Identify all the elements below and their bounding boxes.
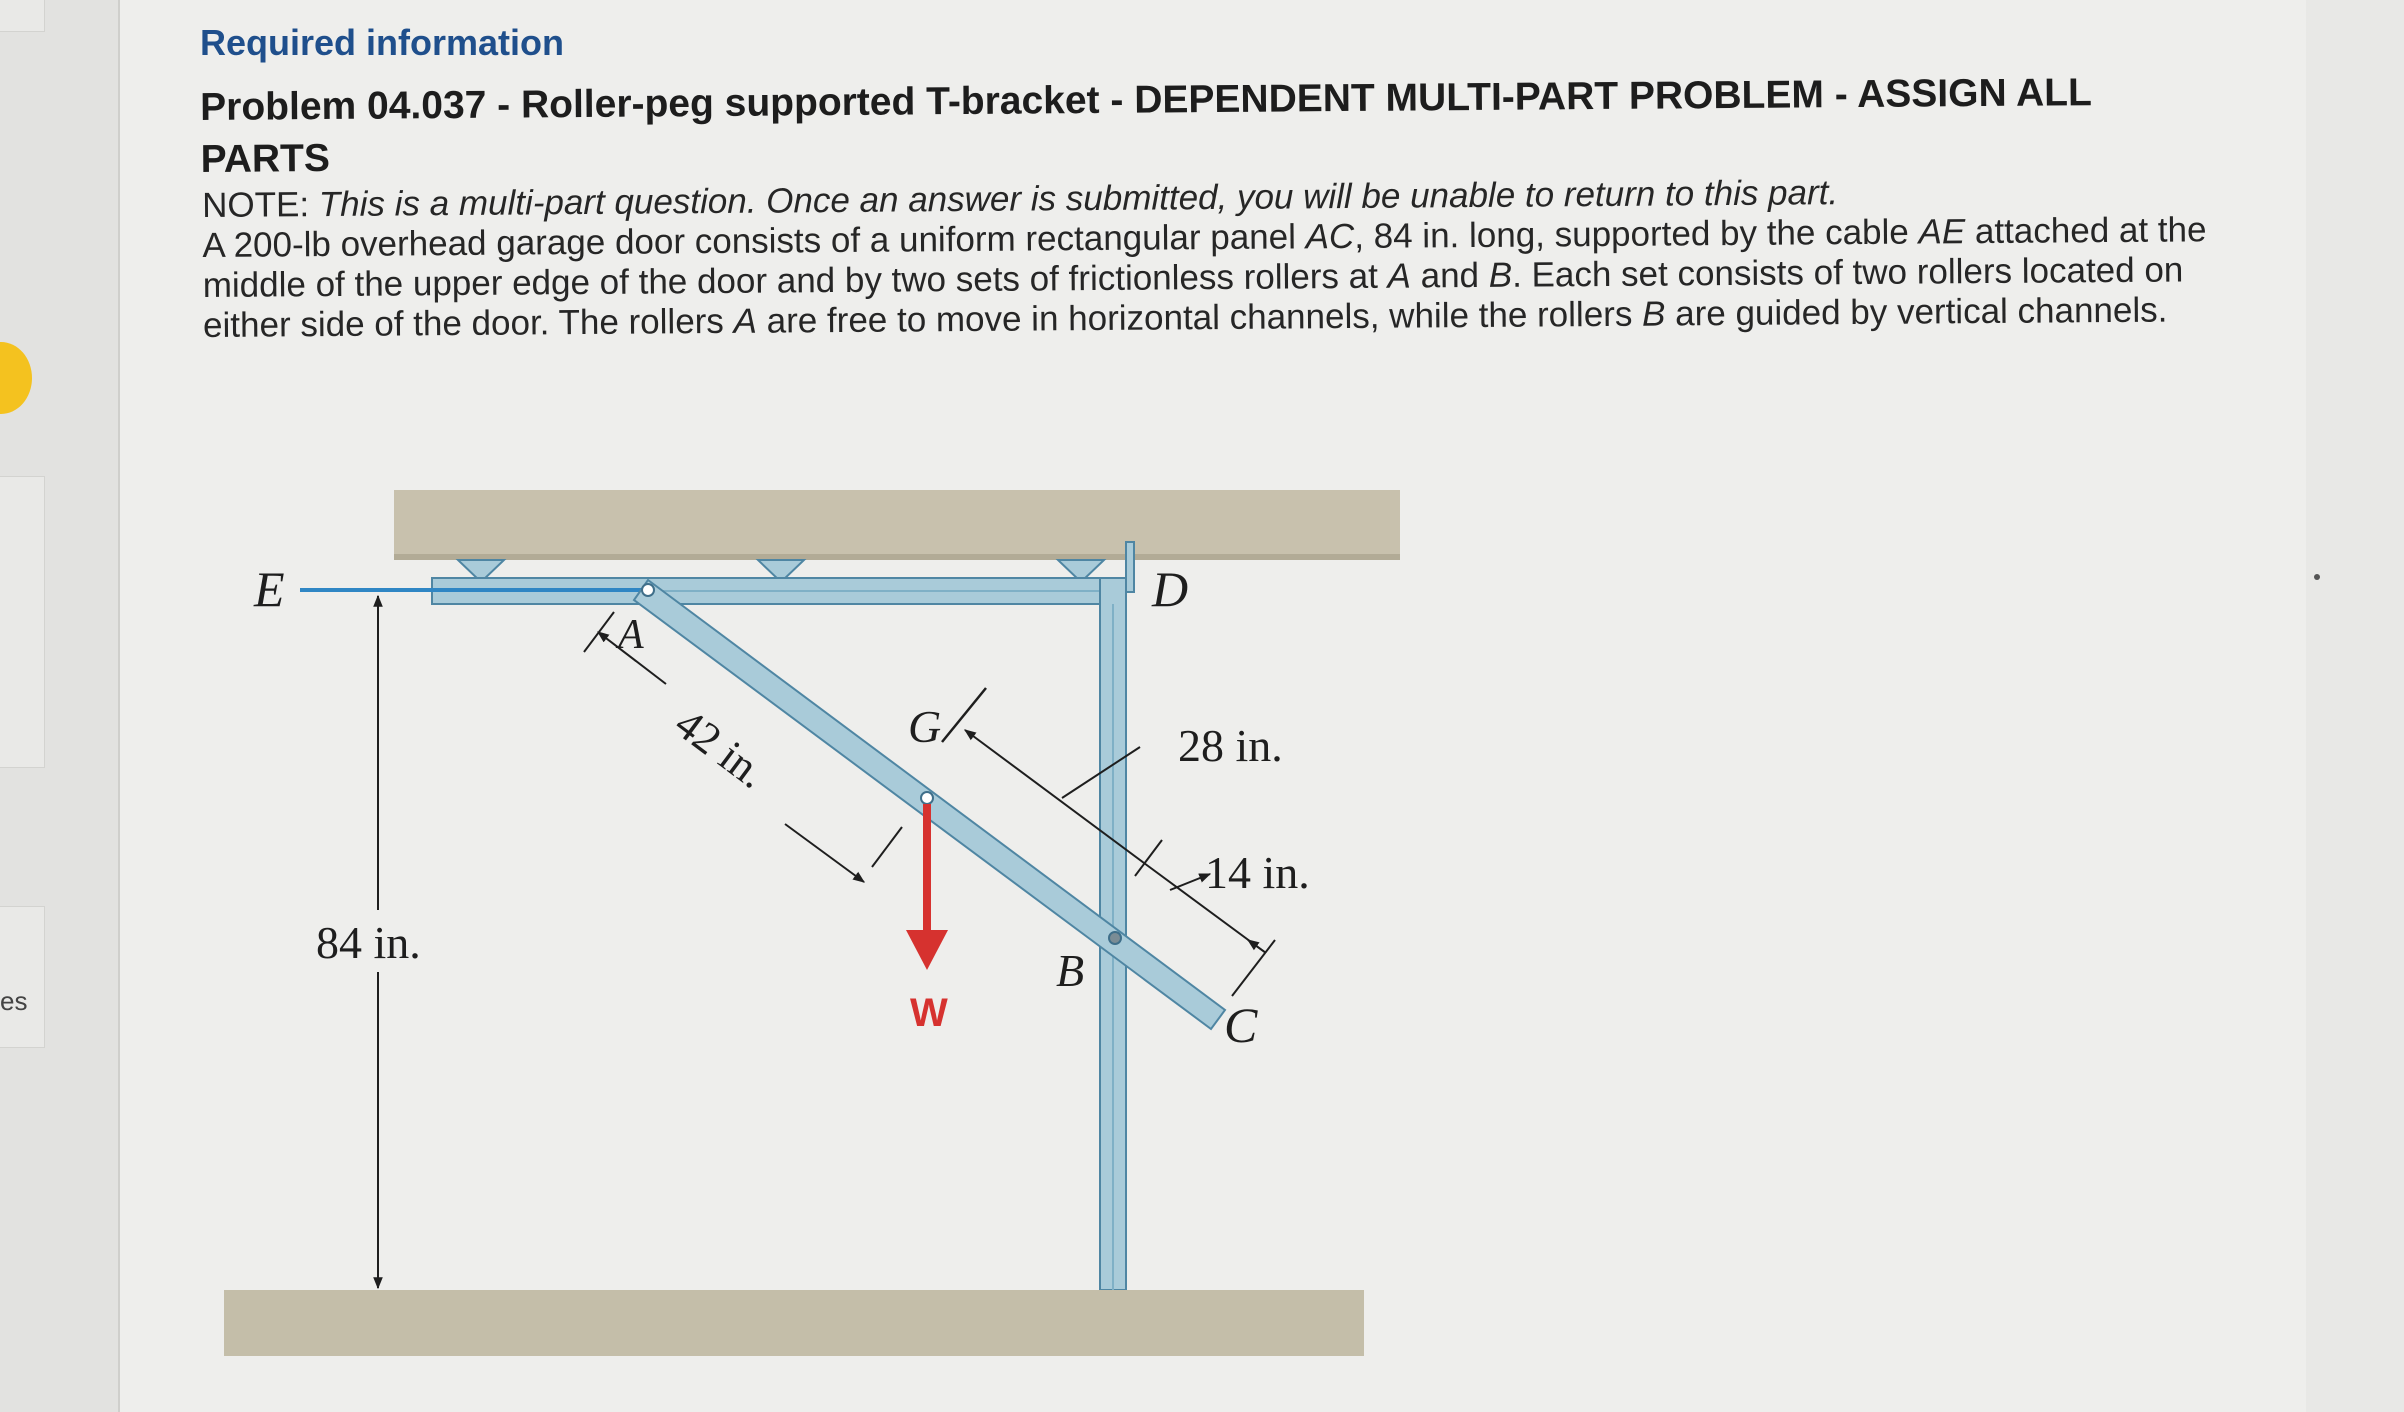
- variable-b: B: [1641, 294, 1666, 334]
- dimension-28-label: 28 in.: [1178, 720, 1283, 771]
- weight-label: W: [910, 991, 948, 1035]
- figure-svg: [200, 430, 1400, 1370]
- text-run: are free to move in horizontal channels, while the rollers: [756, 294, 1643, 341]
- vertical-channel: [1100, 542, 1134, 1290]
- variable-b: B: [1488, 255, 1513, 295]
- label-d: D: [1152, 561, 1189, 617]
- problem-description: [202, 210, 2223, 346]
- problem-title: Problem 04.037 - Roller-peg supported T-bracket - DEPENDENT MULTI-PART PROBLEM - ASSIGN ALL PARTS: [200, 71, 2092, 181]
- text-run: , 84 in. long, supported by the cable: [1354, 212, 1919, 256]
- right-margin: [2306, 0, 2404, 1412]
- sidebar-box: [0, 0, 45, 32]
- floor: [224, 1290, 1364, 1356]
- roller-b: [1109, 932, 1121, 944]
- dimension-42-label: 42 in.: [666, 698, 776, 798]
- text-run: . Each set consists of two rollers located on either side of the door. The rollers: [202, 250, 2184, 345]
- text-run: and: [1410, 255, 1489, 296]
- garage-door-figure: [200, 430, 1400, 1370]
- text-run: are guided by vertical channels.: [1665, 290, 2168, 334]
- variable-ae: AE: [1918, 212, 1966, 252]
- text-run: A 200-lb overhead garage door consists of a uniform rectangular panel: [202, 217, 1306, 265]
- note-text: This is a multi-part question. Once an answer is submitted, you will be unable to return to this part.: [318, 173, 1839, 225]
- note-prefix: NOTE:: [202, 185, 310, 225]
- scroll-marker: [2314, 574, 2320, 580]
- label-b: B: [1056, 945, 1085, 996]
- problem-statement: [202, 170, 2223, 346]
- roller-a: [642, 584, 654, 596]
- variable-a: A: [1387, 256, 1412, 296]
- label-c: C: [1224, 997, 1258, 1053]
- sidebar-partial-label[interactable]: es: [0, 986, 28, 1016]
- label-e: E: [254, 561, 285, 617]
- point-g: [921, 792, 933, 804]
- required-information-heading: Required information: [200, 22, 565, 63]
- sidebar-box: [0, 476, 45, 768]
- variable-a: A: [733, 301, 758, 341]
- variable-ac: AC: [1305, 216, 1355, 257]
- ceiling-beam: [394, 490, 1400, 560]
- sidebar-strip: [0, 0, 118, 1412]
- text-run: attached at the middle of the upper edge of the door and by two sets of frictionless rollers at: [202, 210, 2207, 305]
- sidebar-box: [0, 906, 45, 1048]
- dimension-14-label: 14 in.: [1205, 847, 1310, 898]
- dimension-84-label: 84 in.: [316, 917, 421, 968]
- label-g: G: [908, 701, 942, 752]
- label-a: A: [618, 612, 644, 658]
